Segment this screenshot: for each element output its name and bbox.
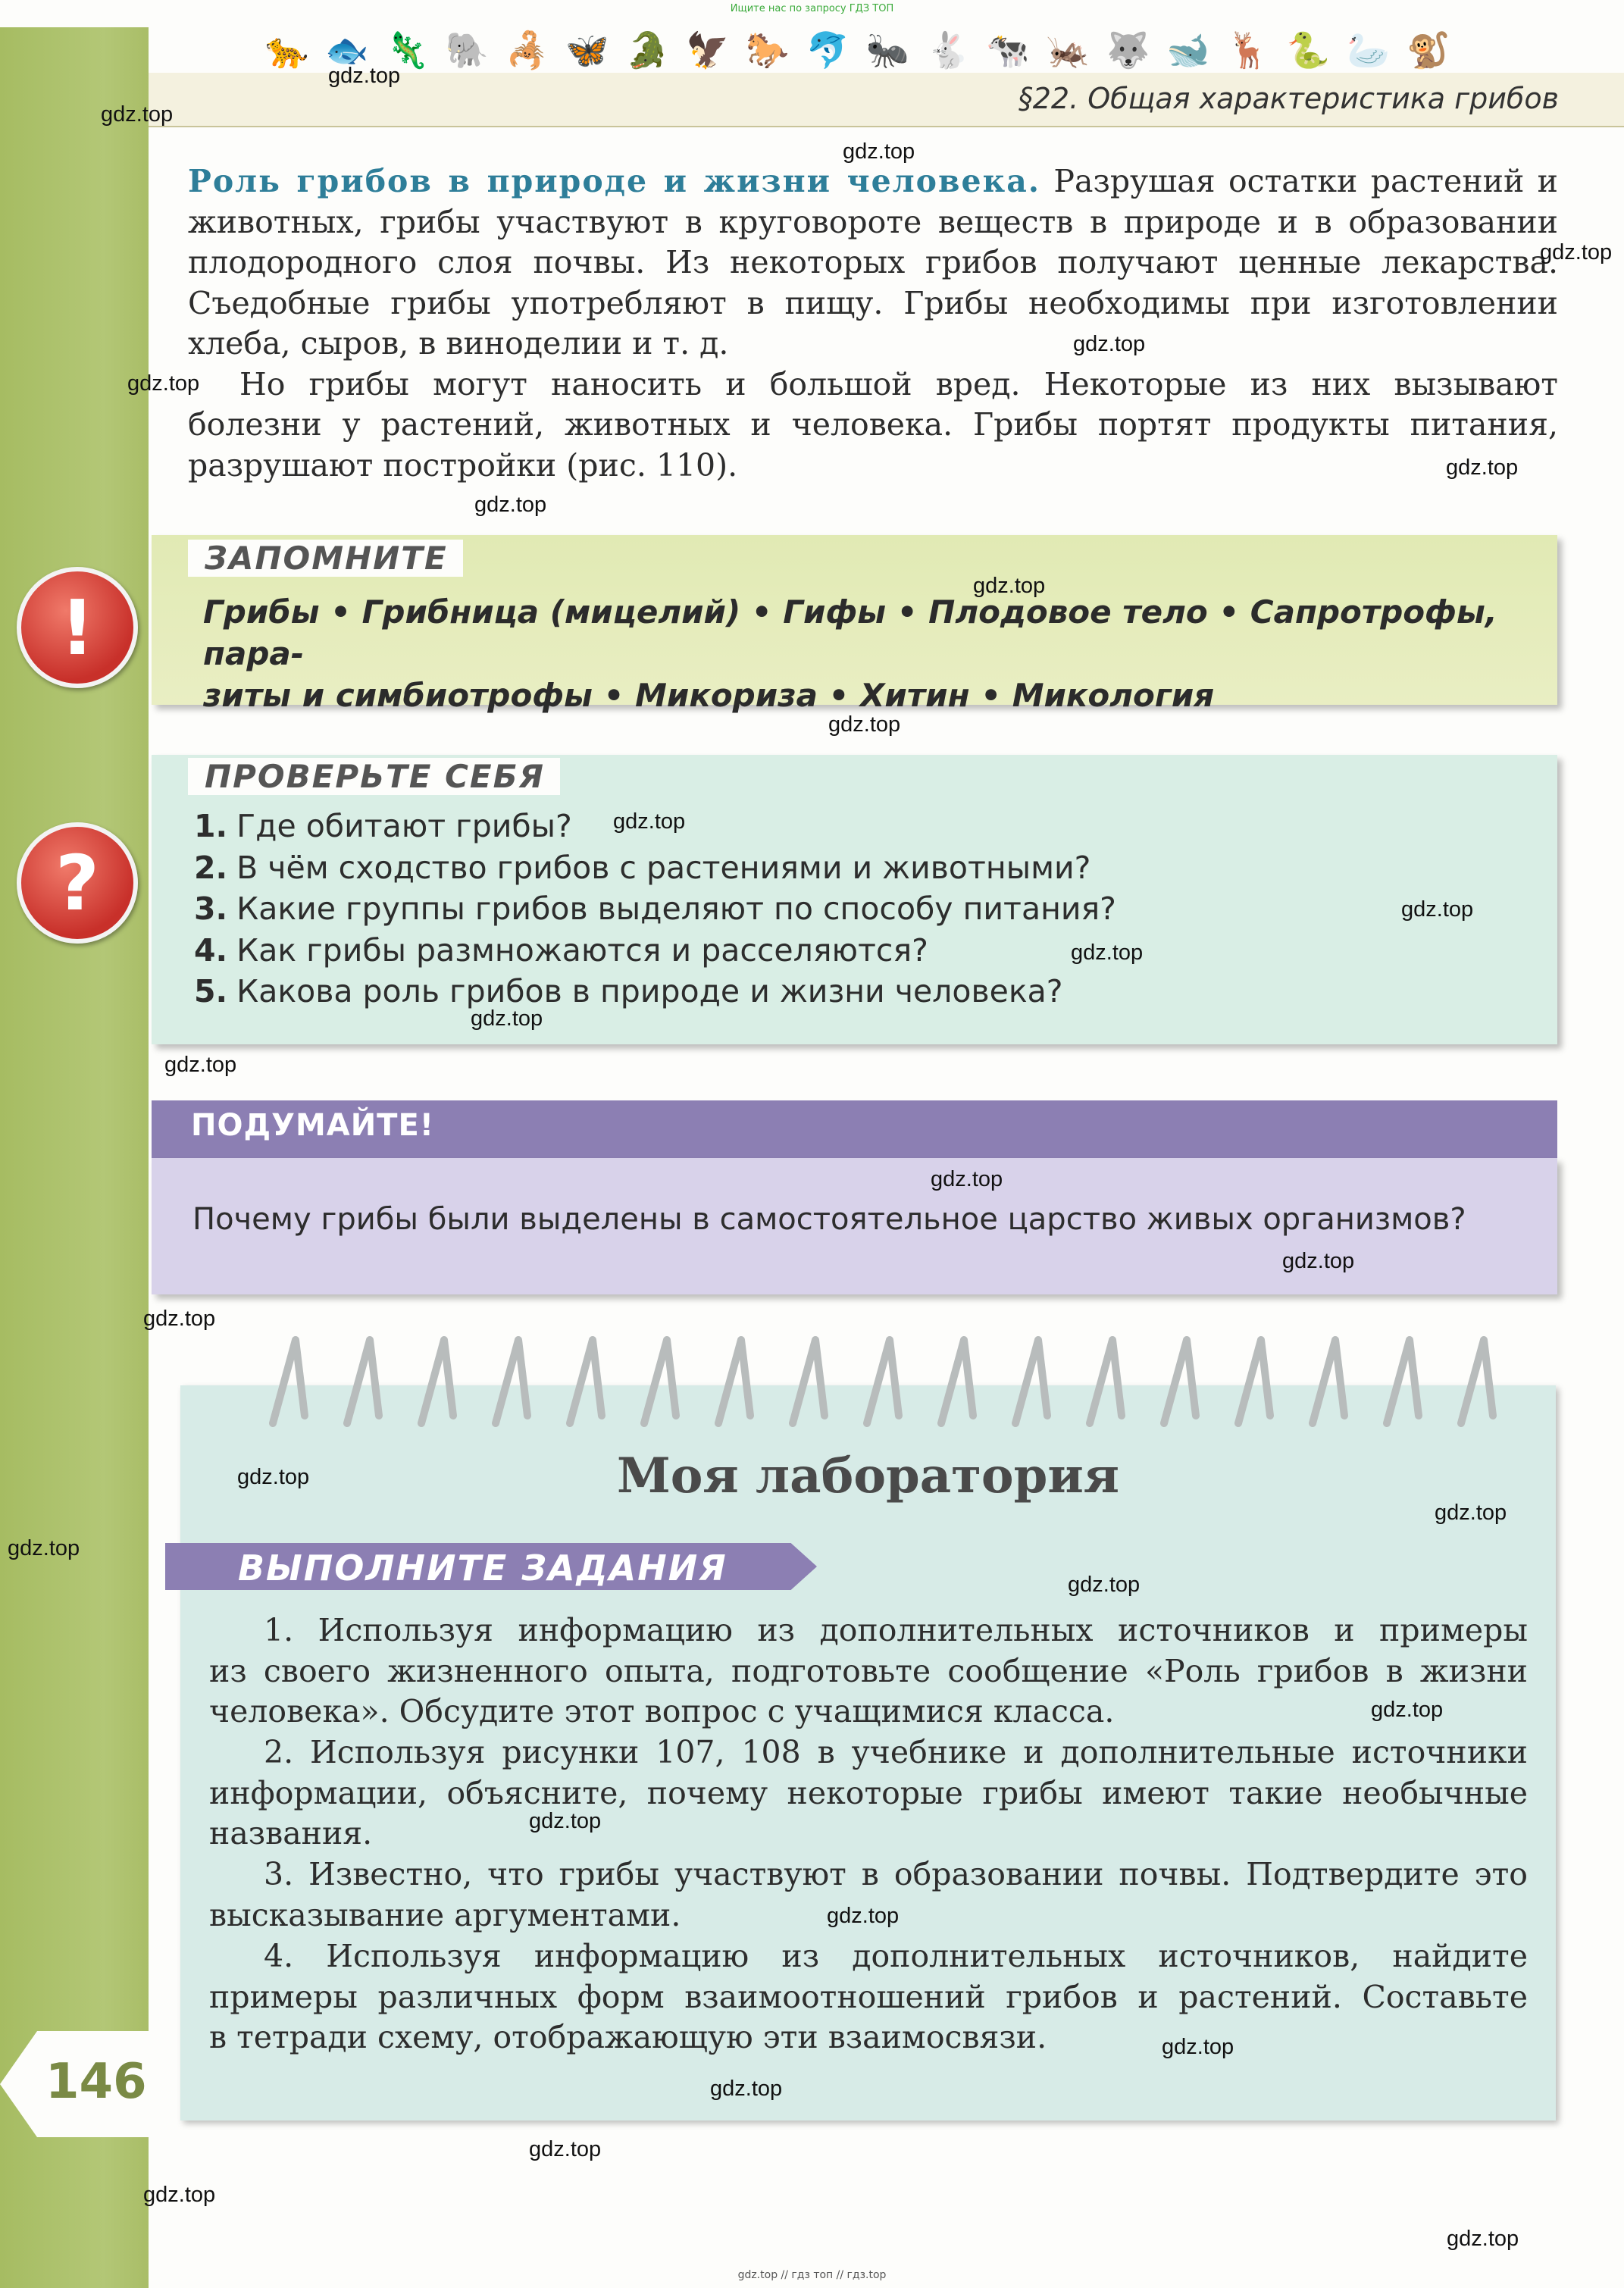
animal-icon: 🦂 xyxy=(505,29,549,70)
animal-silhouette-strip xyxy=(265,27,1599,73)
task-2: 2. Используя рисунки 107, 108 в учебнике и дополнительные источники информации, объясните, почему некоторые грибы имеют такие необычные названия. xyxy=(209,1734,1528,1851)
paragraph-role-of-fungi xyxy=(188,161,1558,486)
watermark: gdz.top xyxy=(1401,897,1474,922)
watermark: gdz.top xyxy=(328,64,401,88)
animal-icon: 🐜 xyxy=(865,29,910,70)
watermark: gdz.top xyxy=(474,493,547,517)
watermark: gdz.top xyxy=(1435,1501,1507,1525)
watermark: gdz.top xyxy=(529,1809,602,1833)
task-3: 3. Известно, что грибы участвуют в образовании почвы. Подтвердите это высказывание аргументами. xyxy=(209,1856,1528,1933)
watermark: gdz.top xyxy=(827,1904,900,1928)
question-item: 2. В чём сходство грибов с растениями и животными? xyxy=(194,849,1091,886)
section-title: §22. Общая характеристика грибов xyxy=(1018,82,1559,115)
animal-icon: 🐄 xyxy=(986,29,1030,70)
watermark: gdz.top xyxy=(127,371,200,396)
animal-icon: 🐆 xyxy=(265,29,309,70)
watermark: gdz.top xyxy=(164,1053,237,1077)
exclamation-icon: ! xyxy=(17,567,138,688)
task-header: ВЫПОЛНИТЕ ЗАДАНИЯ xyxy=(238,1548,728,1588)
watermark: gdz.top xyxy=(237,1465,310,1489)
animal-icon: 🐎 xyxy=(746,29,790,70)
question-list xyxy=(194,806,1116,1013)
check-title: ПРОВЕРЬТЕ СЕБЯ xyxy=(188,758,560,795)
animal-icon: 🦅 xyxy=(685,29,730,70)
animal-icon: 🐟 xyxy=(325,29,369,70)
think-title: ПОДУМАЙТЕ! xyxy=(191,1108,435,1143)
animal-icon: 🦎 xyxy=(385,29,429,70)
animal-icon: 🐋 xyxy=(1166,29,1210,70)
watermark: gdz.top xyxy=(1073,332,1146,356)
animal-icon: 🐊 xyxy=(625,29,669,70)
watermark: gdz.top xyxy=(471,1006,543,1031)
lab-title: Моя лаборатория xyxy=(616,1448,1120,1504)
watermark: gdz.top xyxy=(8,1536,80,1560)
watermark: gdz.top xyxy=(1447,2227,1519,2251)
watermark: gdz.top xyxy=(1371,1698,1444,1722)
watermark: gdz.top xyxy=(931,1167,1003,1191)
animal-icon: 🐬 xyxy=(806,29,850,70)
animal-icon: 🐺 xyxy=(1106,29,1150,70)
text-line: хлеба, сыров, в виноделии и т. д. xyxy=(188,325,729,362)
watermark: gdz.top xyxy=(1540,240,1613,264)
watermark: gdz.top xyxy=(613,809,686,834)
watermark: gdz.top xyxy=(529,2137,602,2161)
watermark: gdz.top xyxy=(1068,1573,1141,1597)
think-question: Почему грибы были выделены в самостоятельное царство живых организмов? xyxy=(192,1202,1466,1237)
text-line: Съедобные грибы употребляют в пищу. Грибы необходимы при изготовлении xyxy=(188,284,1558,321)
text-line: Но грибы могут наносить и большой вред. Некоторые из них вызывают xyxy=(239,365,1558,402)
watermark: gdz.top xyxy=(973,574,1046,598)
notebook-spiral-icon xyxy=(250,1332,1538,1431)
watermark: gdz.top xyxy=(101,102,174,127)
text-line: животных, грибы участвуют в круговороте веществ в природе и в образовании xyxy=(188,203,1558,240)
watermark: gdz.top xyxy=(828,712,901,737)
animal-icon: 🦗 xyxy=(1046,29,1090,70)
watermark: gdz.top xyxy=(843,139,915,164)
bottom-note: gdz.top // гдз топ // гдз.top xyxy=(737,2269,887,2281)
text-line: плодородного слоя почвы. Из некоторых грибов получают ценные лекарства. xyxy=(188,244,1558,280)
question-item: 4. Как грибы размножаются и расселяются? xyxy=(194,931,928,969)
question-item: 1. Где обитают грибы? xyxy=(194,808,572,844)
left-margin-band xyxy=(0,27,149,2288)
lead-title: Роль грибов в природе и жизни человека. xyxy=(188,163,1041,199)
animal-icon: 🦢 xyxy=(1347,29,1391,70)
task-1: 1. Используя информацию из дополнительных источников и примеры из своего жизненного опыта, подготовьте сообщение «Роль грибов в жизни человека». Обсудите этот вопрос с учащимися класса. xyxy=(209,1612,1528,1729)
watermark: gdz.top xyxy=(1282,1249,1355,1273)
question-icon: ? xyxy=(17,822,138,944)
question-item: 5. Какова роль грибов в природе и жизни человека? xyxy=(194,973,1063,1009)
remember-terms: Грибы • Грибница (мицелий) • Гифы • Плодовое тело • Сапротрофы, пара- зиты и симбиотрофы • Микориза • Хитин • Микология xyxy=(203,593,1497,714)
text-line: разрушают постройки (рис. 110). xyxy=(188,446,738,484)
animal-icon: 🐒 xyxy=(1407,29,1450,70)
watermark: gdz.top xyxy=(143,1307,216,1331)
animal-icon: 🐘 xyxy=(445,29,490,70)
text-line: болезни у растений, животных и человека. Грибы портят продукты питания, xyxy=(188,406,1558,443)
animal-icon: 🐍 xyxy=(1286,29,1331,70)
watermark: gdz.top xyxy=(710,2077,783,2101)
animal-icon: 🦋 xyxy=(565,29,609,70)
page-number: 146 xyxy=(45,2054,147,2110)
top-note: Ищите нас по запросу ГДЗ ТОП xyxy=(730,3,894,14)
watermark: gdz.top xyxy=(1162,2035,1234,2059)
watermark: gdz.top xyxy=(1071,941,1144,965)
animal-icon: 🐇 xyxy=(926,29,970,70)
remember-title: ЗАПОМНИТЕ xyxy=(188,540,463,577)
question-item: 3. Какие группы грибов выделяют по способу питания? xyxy=(194,890,1116,927)
text-line: Роль грибов в природе и жизни человека. Разрушая остатки растений и xyxy=(188,163,1558,199)
watermark: gdz.top xyxy=(143,2183,216,2207)
watermark: gdz.top xyxy=(1446,455,1519,480)
task-4: 4. Используя информацию из дополнительных источников, найдите примеры различных форм взаимоотношений грибов и растений. Составьте в тетради схему, отображающую эти взаимосвязи. xyxy=(209,1938,1528,2055)
animal-icon: 🦌 xyxy=(1226,29,1270,70)
